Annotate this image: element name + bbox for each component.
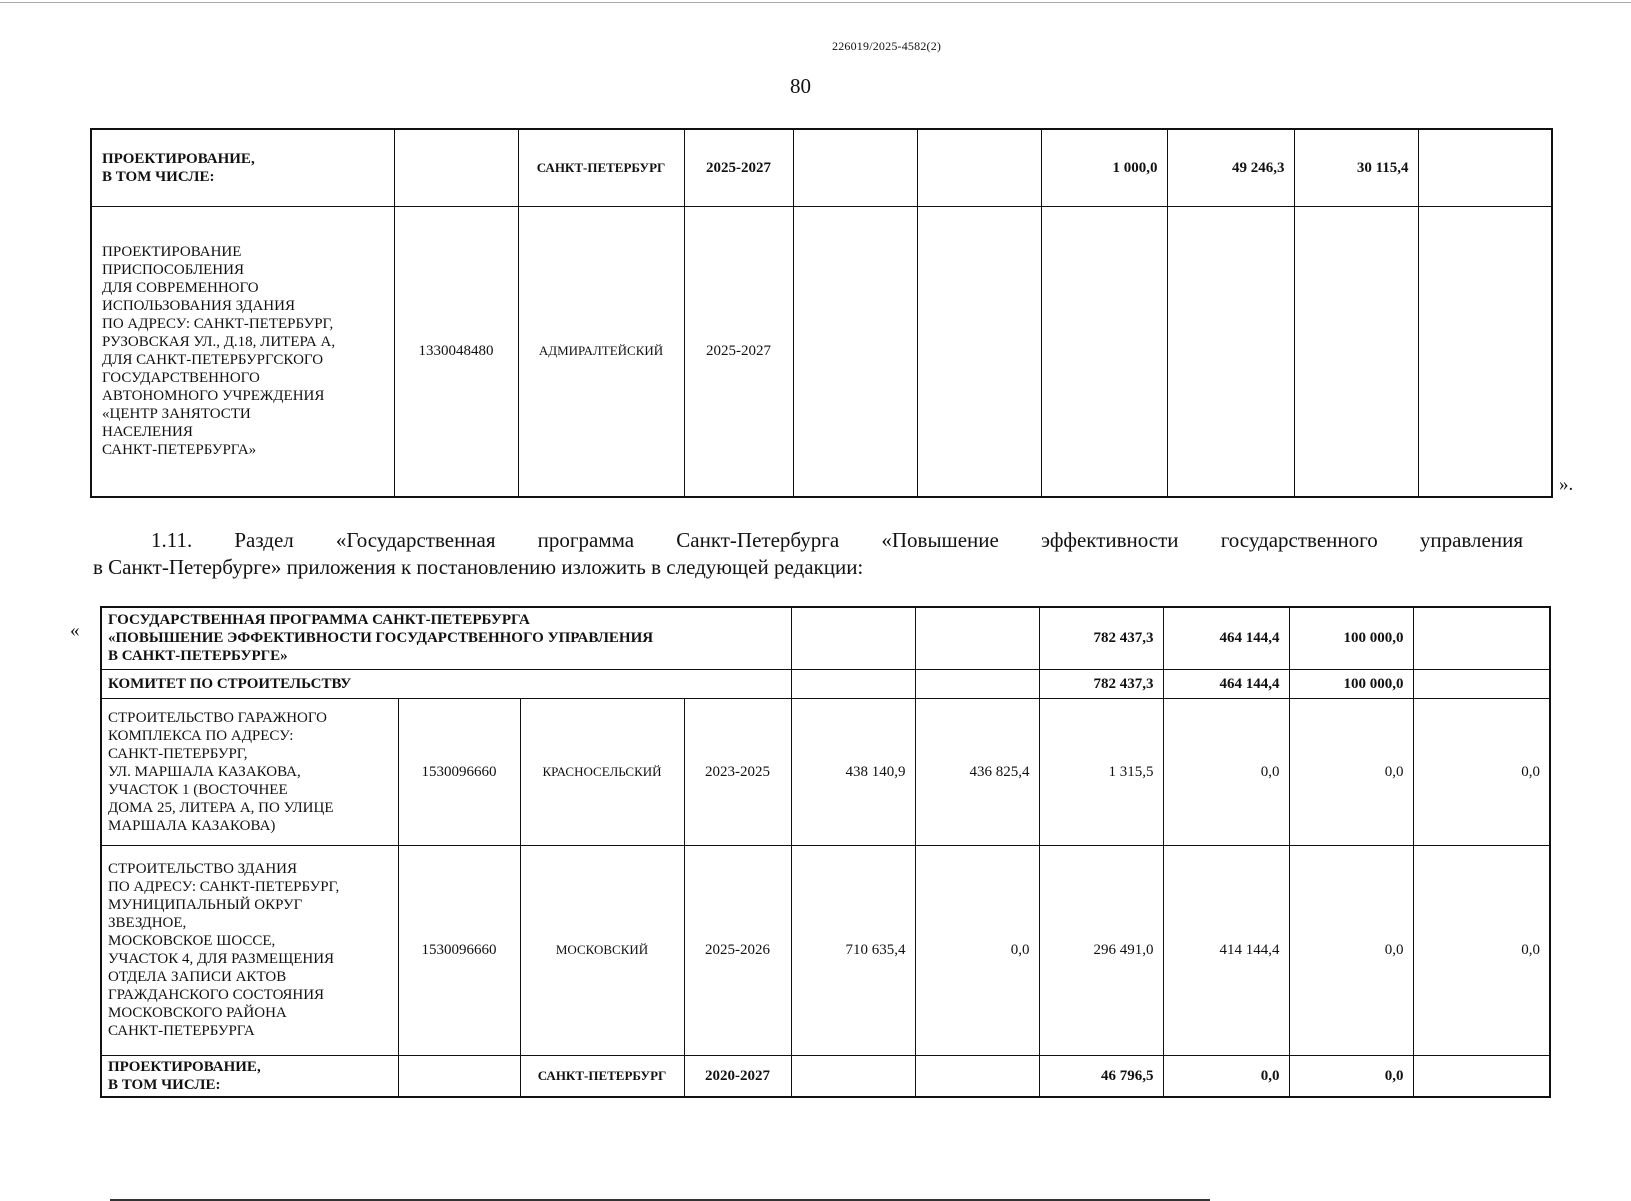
value-cell: 464 144,4 [1163, 607, 1289, 669]
value-cell: 0,0 [1413, 845, 1550, 1055]
value-cell [791, 607, 915, 669]
object-name-line: КОМПЛЕКСА ПО АДРЕСУ: [108, 727, 294, 744]
value-cell: 0,0 [915, 845, 1039, 1055]
object-name-cell [101, 1055, 398, 1097]
value-cell: 296 491,0 [1039, 845, 1163, 1055]
scan-top-edge [0, 2, 1631, 3]
object-name-cell [101, 698, 398, 845]
object-name-line: «ЦЕНТР ЗАНЯТОСТИ [102, 406, 251, 423]
table-row [91, 129, 1552, 206]
object-name-line: ПО АДРЕСУ: САНКТ-ПЕТЕРБУРГ, [108, 879, 340, 895]
program-row [101, 607, 1550, 669]
page-number: 80 [790, 74, 811, 98]
object-name-line: МАРШАЛА КАЗАКОВА) [108, 817, 276, 834]
object-name-line: САНКТ-ПЕТЕРБУРГ, [108, 745, 248, 762]
program-title-line: ГОСУДАРСТВЕННАЯ ПРОГРАММА САНКТ-ПЕТЕРБУРГА [108, 612, 530, 629]
code-cell: 1330048480 [394, 206, 518, 497]
value-cell [793, 129, 917, 206]
object-name-cell [91, 206, 394, 497]
value-cell [915, 669, 1039, 698]
value-cell: 0,0 [1413, 698, 1550, 845]
object-name-line: ДОМА 25, ЛИТЕРА А, ПО УЛИЦЕ [108, 799, 334, 816]
code-cell [394, 129, 518, 206]
object-name-line: ПРОЕКТИРОВАНИЕ, [108, 1058, 261, 1075]
value-cell: 49 246,3 [1167, 129, 1294, 206]
value-cell: 0,0 [1163, 1055, 1289, 1097]
value-cell [1294, 206, 1418, 497]
object-name-line: МОСКОВСКОГО РАЙОНА [108, 1005, 287, 1021]
value-cell: 782 437,3 [1039, 607, 1163, 669]
object-name-line: МОСКОВСКОЕ ШОССЕ, [108, 933, 276, 949]
object-name-line: СТРОИТЕЛЬСТВО ГАРАЖНОГО [108, 709, 328, 726]
object-name-line: ПРОЕКТИРОВАНИЕ, [102, 150, 255, 167]
code-cell [398, 1055, 520, 1097]
closing-quote: ». [1559, 474, 1574, 495]
value-cell: 0,0 [1289, 698, 1413, 845]
district-cell: САНКТ-ПЕТЕРБУРГ [518, 129, 684, 206]
table-row [101, 698, 1550, 845]
value-cell [1418, 129, 1552, 206]
code-cell: 1530096660 [398, 698, 520, 845]
value-cell [1413, 1055, 1550, 1097]
value-cell: 782 437,3 [1039, 669, 1163, 698]
value-cell: 438 140,9 [791, 698, 915, 845]
years-cell: 2025-2026 [684, 845, 791, 1055]
object-name-line: УЛ. МАРШАЛА КАЗАКОВА, [108, 763, 301, 780]
value-cell: 30 115,4 [1294, 129, 1418, 206]
continuation-table [90, 128, 1553, 498]
object-name-line: МУНИЦИПАЛЬНЫЙ ОКРУГ [108, 897, 303, 913]
district-cell: САНКТ-ПЕТЕРБУРГ [520, 1055, 684, 1097]
object-name-cell [91, 129, 394, 206]
object-name-line: ИСПОЛЬЗОВАНИЯ ЗДАНИЯ [102, 298, 295, 315]
value-cell [1418, 206, 1552, 497]
program-title-line: «ПОВЫШЕНИЕ ЭФФЕКТИВНОСТИ ГОСУДАРСТВЕННОГО УПРАВЛЕНИЯ [108, 630, 654, 647]
value-cell [1413, 669, 1550, 698]
object-name-line: В ТОМ ЧИСЛЕ: [108, 1076, 221, 1093]
value-cell [1413, 607, 1550, 669]
value-cell: 0,0 [1163, 698, 1289, 845]
opening-quote: « [70, 620, 80, 641]
district-cell: АДМИРАЛТЕЙСКИЙ [518, 206, 684, 497]
value-cell [917, 206, 1041, 497]
years-cell: 2020-2027 [684, 1055, 791, 1097]
object-name-line: УЧАСТОК 4, ДЛЯ РАЗМЕЩЕНИЯ [108, 951, 335, 967]
object-name-line: НАСЕЛЕНИЯ [102, 424, 193, 441]
value-cell: 0,0 [1289, 845, 1413, 1055]
program-title-cell [101, 607, 791, 669]
value-cell [791, 1055, 915, 1097]
years-cell: 2025-2027 [684, 129, 793, 206]
object-name-cell [101, 845, 398, 1055]
years-cell: 2025-2027 [684, 206, 793, 497]
value-cell: 464 144,4 [1163, 669, 1289, 698]
value-cell: 100 000,0 [1289, 607, 1413, 669]
district-cell: МОСКОВСКИЙ [520, 845, 684, 1055]
years-cell: 2023-2025 [684, 698, 791, 845]
code-cell: 1530096660 [398, 845, 520, 1055]
object-name-line: ПРОЕКТИРОВАНИЕ [102, 244, 242, 261]
value-cell: 436 825,4 [915, 698, 1039, 845]
object-name-line: СТРОИТЕЛЬСТВО ЗДАНИЯ [108, 861, 297, 877]
object-name-line: ЗВЕЗДНОЕ, [108, 915, 187, 931]
object-name-line: ГРАЖДАНСКОГО СОСТОЯНИЯ [108, 987, 325, 1003]
amendment-paragraph [93, 527, 1523, 581]
value-cell [915, 1055, 1039, 1097]
object-name-line: ПО АДРЕСУ: САНКТ-ПЕТЕРБУРГ, [102, 316, 334, 333]
value-cell [915, 607, 1039, 669]
value-cell [1041, 206, 1167, 497]
district-cell: КРАСНОСЕЛЬСКИЙ [520, 698, 684, 845]
value-cell: 710 635,4 [791, 845, 915, 1055]
committee-name-cell: КОМИТЕТ ПО СТРОИТЕЛЬСТВУ [101, 669, 791, 698]
table-row [91, 206, 1552, 497]
value-cell: 1 000,0 [1041, 129, 1167, 206]
paragraph-line-1: 1.11. Раздел «Государственная программа Санкт-Петербурга «Повышение эффективности государственного управления [151, 528, 1523, 552]
object-name-line: ОТДЕЛА ЗАПИСИ АКТОВ [108, 969, 287, 985]
value-cell [791, 669, 915, 698]
table-row [101, 1055, 1550, 1097]
object-name-line: ДЛЯ САНКТ-ПЕТЕРБУРГСКОГО [102, 352, 324, 369]
value-cell [1167, 206, 1294, 497]
value-cell: 100 000,0 [1289, 669, 1413, 698]
paragraph-line-2: в Санкт-Петербурге» приложения к постановлению изложить в следующей редакции: [93, 555, 864, 579]
value-cell: 0,0 [1289, 1055, 1413, 1097]
object-name-line: РУЗОВСКАЯ УЛ., Д.18, ЛИТЕРА А, [102, 334, 336, 351]
document-registration-number: 226019/2025-4582(2) [832, 39, 942, 53]
object-name-line: ПРИСПОСОБЛЕНИЯ [102, 262, 244, 279]
object-name-line: ДЛЯ СОВРЕМЕННОГО [102, 280, 259, 297]
value-cell [917, 129, 1041, 206]
value-cell: 46 796,5 [1039, 1055, 1163, 1097]
object-name-line: ГОСУДАРСТВЕННОГО [102, 370, 260, 387]
committee-row [101, 669, 1550, 698]
program-table [100, 606, 1551, 1098]
object-name-line: АВТОНОМНОГО УЧРЕЖДЕНИЯ [102, 388, 325, 405]
value-cell: 414 144,4 [1163, 845, 1289, 1055]
value-cell [793, 206, 917, 497]
program-title-line: В САНКТ-ПЕТЕРБУРГЕ» [108, 648, 288, 665]
object-name-line: САНКТ-ПЕТЕРБУРГА» [102, 442, 257, 459]
value-cell: 1 315,5 [1039, 698, 1163, 845]
object-name-line: УЧАСТОК 1 (ВОСТОЧНЕЕ [108, 781, 288, 798]
object-name-line: САНКТ-ПЕТЕРБУРГА [108, 1023, 255, 1039]
table-row [101, 845, 1550, 1055]
object-name-line: В ТОМ ЧИСЛЕ: [102, 168, 215, 185]
